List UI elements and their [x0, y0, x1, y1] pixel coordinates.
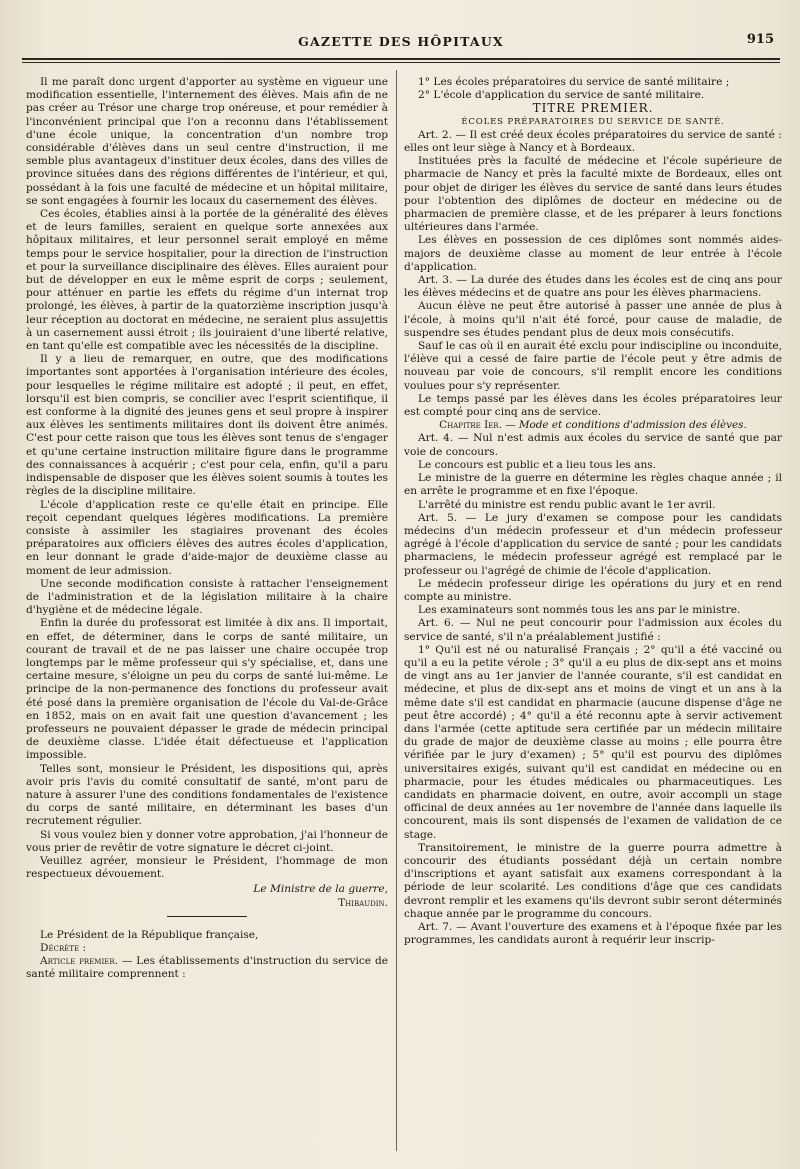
- list-item: 2° L'école d'application du service de santé militaire.: [418, 89, 705, 102]
- paragraph: Veuillez agréer, monsieur le Président, l'hommage de mon respectueux dévouement.: [26, 854, 388, 881]
- header-rule: [22, 58, 780, 63]
- paragraph: Le temps passé par les élèves dans les écoles préparatoires leur est compté pour cinq ans de service.: [404, 392, 782, 419]
- journal-title: GAZETTE DES HÔPITAUX: [298, 34, 504, 49]
- paragraph: Transitoirement, le ministre de la guerre pourra admettre à concourir des étudiants possédant déjà un certain nombre d'inscriptions et ayant satisfait aux examens correspondant à la période de leur scolarité. Les conditions d'âge que ces candidats devront remplir et les examens qu'ils devront subir seront déterminés chaque année par le programme du concours.: [404, 841, 782, 920]
- paragraph: Ces écoles, établies ainsi à la portée de la généralité des élèves et de leurs familles, seraient en quelque sorte annexées aux hôpitaux militaires, et leur personnel serait employé en même temps pour le service hospitalier, pour la direction de l'instruction et pour la surveillance disciplinaire des élèves. Elles auraient pour but de développer en eux le même esprit de corps ; seulement, pour atténuer en partie les effets du régime d'un internat trop prolongé, les élèves, à partir de la quatorzième inscription jusqu'à leur réception au doctorat en médecine, ne seraient plus assujettis à un casernement aussi étroit ; ils jouiraient d'une liberté relative, en tant qu'elle est compatible avec les nécessités de la discipline.: [26, 208, 388, 353]
- column-divider: [396, 70, 397, 1151]
- paragraph: L'école d'application reste ce qu'elle était en principe. Elle reçoit cependant quelques légères modifications. La première consiste à assimiler les stagiaires provenant des écoles préparatoires aux officiers élèves des autres écoles d'application, en leur donnant le grade d'aide-major de deuxième classe au moment de leur admission.: [26, 498, 388, 577]
- paragraph: Il me paraît donc urgent d'apporter au système en vigueur une modification essentielle, l'internement des élèves. Mais afin de ne pas créer au Trésor une charge trop onéreuse, et pour remédier à l'inconvénient principal que l'on a reconnu dans l'établissement d'une école unique, la concentration d'un nombre trop considérable d'élèves dans un seul centre d'instruction, il me semble plus avantageux d'instituer deux écoles, dans des villes de province situées dans des régions différentes de l'intérieur, et qui, possédant à la fois une faculté de médecine et un hôpital militaire, se sont engagées à fournir les locaux du casernement des élèves.: [26, 76, 388, 207]
- signature-name: Thibaudin.: [338, 896, 388, 909]
- page-number: 915: [746, 32, 774, 47]
- paragraph: Sauf le cas où il en aurait été exclu pour indiscipline ou inconduite, l'élève qui a cessé de faire partie de l'école peut y être admis de nouveau par voie de concours, s'il remplit encore les conditions voulues pour s'y représenter.: [404, 340, 782, 392]
- decrete-line: Décrète :: [40, 942, 87, 954]
- section-title: TITRE PREMIER.: [532, 101, 654, 116]
- paragraph: Les élèves en possession de ces diplômes sont nommés aides-majors de deuxième classe au moment de leur entrée à l'école d'application.: [404, 234, 782, 273]
- paragraph: Art. 2. — Il est créé deux écoles préparatoires du service de santé : elles ont leur siège à Nancy et à Bordeaux.: [404, 128, 782, 155]
- paragraph: Enfin la durée du professorat est limitée à dix ans. Il importait, en effet, de déterminer, dans le corps de santé militaire, un courant de travail et de ne pas laisser une chaire occupée trop longtemps par le même professeur qui s'y spécialise, et, dans une certaine mesure, s'éloigne un peu du corps de santé lui-même. Le principe de la non-permanence des fonctions du professeur avait été posé dans la première organisation de l'école du Val-de-Grâce en 1852, mais on en avait fait une question d'avancement ; les professeurs ne pouvaient dépasser le grade de médecin principal de deuxième classe. L'idée était défectueuse et l'application impossible.: [26, 617, 388, 762]
- paragraph: Art. 4. — Nul n'est admis aux écoles du service de santé que par voie de concours.: [404, 432, 782, 458]
- paragraph: L'arrêté du ministre est rendu public avant le 1er avril.: [418, 498, 716, 511]
- chapter-title: — Mode et conditions d'admission des élèves.: [501, 419, 747, 432]
- signature-role: Le Ministre de la guerre,: [253, 883, 388, 896]
- paragraph: Le médecin professeur dirige les opérations du jury et en rend compte au ministre.: [404, 577, 782, 603]
- paragraph: Les examinateurs sont nommés tous les ans par le ministre.: [418, 604, 741, 617]
- paragraph: Une seconde modification consiste à rattacher l'enseignement de l'administration et de la législation militaire à la chaire d'hygiène et de médecine légale.: [26, 577, 388, 617]
- paragraph: Si vous voulez bien y donner votre approbation, j'ai l'honneur de vous prier de revêtir de votre signature le décret ci-joint.: [26, 828, 388, 854]
- paragraph: Art. 6. — Nul ne peut concourir pour l'admission aux écoles du service de santé, s'il n'a préalablement justifié :: [404, 617, 782, 643]
- paragraph: Art. 3. — La durée des études dans les écoles est de cinq ans pour les élèves médecins et de quatre ans pour les élèves pharmaciens.: [404, 274, 782, 300]
- chapter-heading: [404, 419, 782, 432]
- president-line: Le Président de la République française,: [40, 928, 259, 941]
- paragraph: Aucun élève ne peut être autorisé à passer une année de plus à l'école, à moins qu'il n'ait été forcé, pour cause de maladie, de suspendre ses études pendant plus de deux mois consécutifs.: [404, 300, 782, 339]
- section-rule: [167, 916, 247, 917]
- paragraph: Il y a lieu de remarquer, en outre, que des modifications importantes sont apportées à l'organisation intérieure des écoles, pour lesquelles le régime militaire est adopté ; il peut, en effet, lorsqu'il est bien compris, se concilier avec l'esprit scientifique, il est conforme à la dignité des jeunes gens et seul propre à inspirer aux élèves les sentiments militaires dont ils doivent être animés. C'est pour cette raison que tous les élèves sont tenus de s'engager et qu'une certaine instruction militaire figure dans le programme des connaissances à acquérir ; c'est pour cela, enfin, qu'il a paru indispensable de disposer que les élèves soient soumis à toutes les règles de la discipline militaire.: [26, 353, 388, 498]
- paragraph: Le concours est public et a lieu tous les ans.: [418, 458, 657, 471]
- article-premier-label: Article premier.: [40, 955, 118, 968]
- list-item: 1° Les écoles préparatoires du service de santé militaire ;: [418, 76, 730, 88]
- article-premier-text: — Les établissements d'instruction du service de santé militaire comprennent :: [26, 955, 388, 981]
- right-column: [404, 76, 782, 947]
- left-column: [26, 76, 388, 982]
- section-subtitle: ÉCOLES PRÉPARATOIRES DU SERVICE DE SANTÉ.: [461, 116, 725, 127]
- page-header: [22, 14, 780, 54]
- paragraph: 1° Qu'il est né ou naturalisé Français ; 2° qu'il a été vacciné ou qu'il a eu la petite vérole ; 3° qu'il a eu plus de dix-sept ans et moins de vingt ans au 1er janvier de l'année courante, s'il est candidat en médecine, et plus de dix-sept ans et moins de vingt et un ans à la même date s'il est candidat en pharmacie (aucune dispense d'âge ne peut être accordé) ; 4° qu'il a été reconnu apte à servir activement dans l'armée (cette aptitude sera certifiée par un médecin militaire du grade de major de deuxième classe au moins ; elle pourra être vérifiée par le jury d'examen) ; 5° qu'il est pourvu des diplômes universitaires exigés, suivant qu'il est candidat en médecine ou en pharmacie, pour les études médicales ou pharmaceutiques. Les candidats en pharmacie doivent, en outre, avoir accompli un stage officinal de deux années au 1er novembre de l'année dans laquelle ils concourent, mais ils sont dispensés de l'examen de validation de ce stage.: [404, 643, 782, 841]
- paragraph: Art. 5. — Le jury d'examen se compose pour les candidats médecins d'un médecin professeur et d'un médecin professeur agrégé à l'école d'application du service de santé ; pour les candidats pharmaciens, le médecin professeur agrégé est remplacé par le professeur ou l'agrégé de chimie de l'école d'application.: [404, 511, 782, 577]
- article-premier: [26, 955, 388, 981]
- paragraph: Le ministre de la guerre en détermine les règles chaque année ; il en arrête le programme et en fixe l'époque.: [404, 472, 782, 498]
- paragraph: Instituées près la faculté de médecine et l'école supérieure de pharmacie de Nancy et près la faculté mixte de Bordeaux, elles ont pour objet de diriger les élèves du service de santé dans leurs études pour l'obtention des diplômes de docteur en médecine ou de pharmacien de première classe, et de les préparer à leurs fonctions ultérieures dans l'armée.: [404, 155, 782, 234]
- chapter-label: Chapitre Ier.: [439, 419, 502, 432]
- paragraph: Telles sont, monsieur le Président, les dispositions qui, après avoir pris l'avis du comité consultatif de santé, m'ont paru de nature à assurer l'une des conditions fondamentales de l'existence du corps de santé militaire, en déterminant les bases d'un recrutement régulier.: [26, 762, 388, 828]
- paragraph: Art. 7. — Avant l'ouverture des examens et à l'époque fixée par les programmes, les candidats auront à requérir leur inscrip-: [404, 921, 782, 947]
